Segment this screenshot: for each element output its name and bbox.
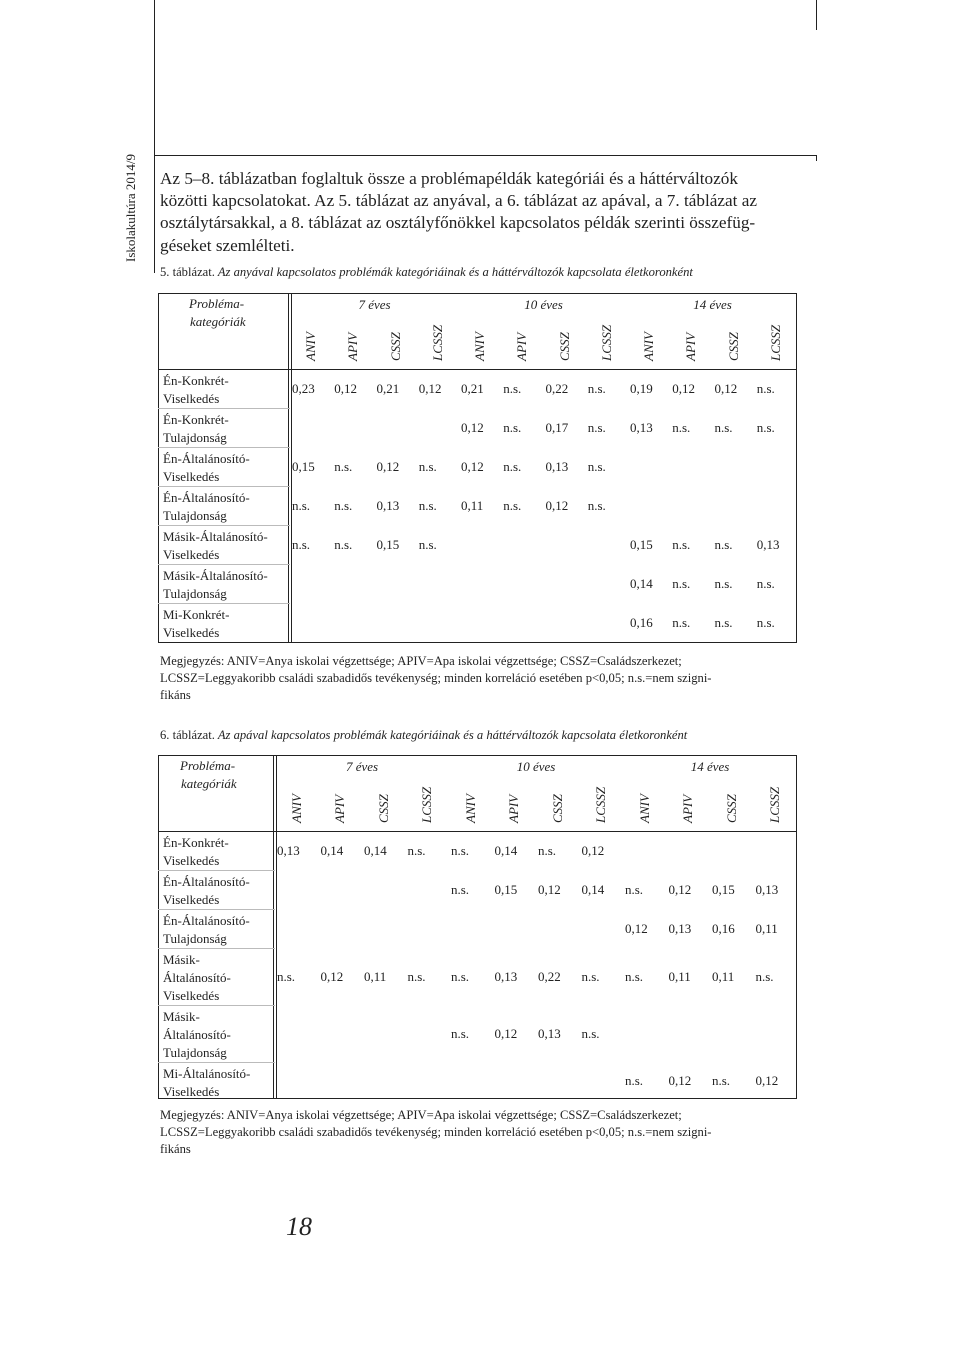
table5-row-label — [163, 411, 229, 447]
table5-row-label — [163, 528, 268, 564]
table5-data-cell: n.s. — [503, 498, 522, 513]
table6-data-cell: 0,15 — [712, 882, 735, 897]
row-label-line: Általánosító- — [163, 970, 231, 985]
table6-data-cell: n.s. — [625, 882, 644, 897]
table6-column-header: LCSSZ — [767, 786, 783, 823]
row-label-line: Én-Konkrét- — [163, 373, 229, 388]
table5-data-cell: n.s. — [672, 420, 691, 435]
table6-data-cell: n.s. — [277, 969, 296, 984]
table5-data-cell: n.s. — [418, 459, 437, 474]
table6-data-cell: n.s. — [407, 843, 426, 858]
table5-data-cell: 0,21 — [461, 381, 484, 396]
table5-column-header: LCSSZ — [429, 324, 445, 361]
table6-data-cell: 0,13 — [277, 843, 300, 858]
table5-data-cell: n.s. — [587, 420, 606, 435]
row-label-line: Tulajdonság — [163, 508, 227, 523]
table6-column-header: LCSSZ — [419, 786, 435, 823]
row-label-line: Viselkedés — [163, 625, 220, 640]
table5-data-cell: n.s. — [756, 420, 775, 435]
row-label-line: Másik-Általánosító- — [163, 568, 268, 583]
table5-row-label — [163, 606, 229, 642]
table5-data-cell: 0,13 — [756, 537, 780, 552]
table5-data-cell: 0,15 — [376, 537, 400, 552]
table6-data-cell: 0,14 — [320, 843, 344, 858]
table6-data-cell: n.s. — [625, 969, 644, 984]
table6-data-cell: 0,12 — [494, 1026, 518, 1041]
table5-data-cell: 0,15 — [630, 537, 653, 552]
table6-column-header: LCSSZ — [593, 786, 609, 823]
table6-data-cell: 0,11 — [712, 969, 735, 984]
table5-data-cell: 0,13 — [630, 420, 653, 435]
table5-data-cell: n.s. — [756, 615, 775, 630]
row-label-line: Viselkedés — [163, 988, 220, 1003]
table5-data-cell: 0,22 — [545, 381, 569, 396]
table6-data-cell: n.s. — [581, 969, 600, 984]
table5-data-cell: 0,23 — [292, 381, 315, 396]
table6-data-cell: 0,12 — [755, 1073, 779, 1088]
row-label-line: Általánosító- — [163, 1027, 231, 1042]
table6-data-cell: 0,14 — [494, 843, 518, 858]
table5-row-label — [163, 450, 250, 486]
row-label-line: Viselkedés — [163, 892, 220, 907]
page-number: 18 — [286, 1212, 312, 1241]
row-label-line: Én-Általánosító- — [163, 913, 250, 928]
table6-column-header: CSSZ — [375, 794, 391, 823]
table6-column-header: ANIV — [288, 794, 304, 823]
table6-data-cell: 0,12 — [668, 882, 692, 897]
table5-data-cell: n.s. — [418, 498, 437, 513]
row-label-line: Másik-Általánosító- — [163, 529, 268, 544]
row-label-line: Mi-Általánosító- — [163, 1066, 251, 1081]
table6-data-cell: 0,12 — [668, 1073, 692, 1088]
table5-data-cell: n.s. — [672, 615, 691, 630]
header-title-line: kategóriák — [190, 314, 246, 329]
table6-data-cell: 0,11 — [755, 921, 778, 936]
table5-row-label — [163, 567, 268, 603]
table6-row-divider — [158, 909, 275, 910]
table5-row-divider — [158, 564, 290, 565]
table6-data-cell: 0,16 — [712, 921, 735, 936]
table6-data-cell: 0,14 — [581, 882, 605, 897]
row-label-line: Én-Konkrét- — [163, 412, 229, 427]
table6-data-cell: 0,22 — [538, 969, 561, 984]
table5-caption — [160, 265, 693, 280]
row-label-line: Én-Általánosító- — [163, 451, 250, 466]
table6-data-cell: n.s. — [451, 843, 470, 858]
table5-column-header: CSSZ — [387, 332, 403, 361]
table5-group-label: 14 éves — [693, 297, 732, 312]
table5-data-cell: 0,15 — [292, 459, 315, 474]
table6-data-cell: 0,12 — [625, 921, 648, 936]
row-label-line: Viselkedés — [163, 391, 220, 406]
table5-data-cell: 0,19 — [630, 381, 653, 396]
table5-data-cell: 0,12 — [334, 381, 357, 396]
row-label-line: Viselkedés — [163, 547, 220, 562]
table6-caption-text: Az apával kapcsolatos problémák kategóriáinak és a háttérváltozók kapcsolata életkoronként — [214, 728, 688, 742]
table5-row-divider — [158, 408, 290, 409]
table6-column-header: ANIV — [462, 794, 478, 823]
table5-header-title — [189, 295, 246, 331]
table5-data-cell: n.s. — [292, 537, 311, 552]
row-label-line: Tulajdonság — [163, 1045, 227, 1060]
table6-data-cell: 0,12 — [581, 843, 605, 858]
table5-data-cell: n.s. — [672, 576, 691, 591]
table6-row-label — [163, 1008, 231, 1062]
table6-data-cell: 0,14 — [364, 843, 387, 858]
table6-data-cell: n.s. — [755, 969, 774, 984]
row-label-line: Tulajdonság — [163, 586, 227, 601]
table5-data-cell: n.s. — [503, 420, 522, 435]
table5-data-cell: 0,12 — [672, 381, 695, 396]
note-line: LCSSZ=Leggyakoribb családi szabadidős tevékenység; minden korreláció esetében p<0,05; n.s.=nem szigni- — [160, 671, 712, 685]
right-rule-vertical-lower — [816, 155, 817, 161]
table6-caption — [160, 728, 687, 743]
table5-note — [160, 653, 800, 704]
table5-data-cell: 0,12 — [461, 459, 484, 474]
margin-rule-vertical — [154, 0, 155, 273]
table5-column-header: CSSZ — [725, 332, 741, 361]
table6-column-header: ANIV — [636, 794, 652, 823]
table6-row-label — [163, 1065, 250, 1101]
table6-data-cell: 0,12 — [538, 882, 561, 897]
note-line: Megjegyzés: ANIV=Anya iskolai végzettsége; APIV=Apa iskolai végzettsége; CSSZ=Családszerkezet; — [160, 1108, 682, 1122]
table5-caption-text: Az anyával kapcsolatos problémák kategóriáinak és a háttérváltozók kapcsolata életkoronként — [214, 265, 693, 279]
table5-data-cell: 0,11 — [461, 498, 484, 513]
table5-column-header: ANIV — [641, 332, 657, 361]
row-label-line: Viselkedés — [163, 1084, 220, 1099]
table6-row-label — [163, 951, 231, 1005]
table6-row-divider — [158, 1062, 275, 1063]
row-label-line: Mi-Konkrét- — [163, 607, 230, 622]
intro-line: osztálytársakkal, a 8. táblázat az osztályfőnökkel kapcsolatos példák szerinti összefüg- — [160, 213, 756, 233]
table6-data-cell: n.s. — [451, 969, 470, 984]
table5-column-header: APIV — [514, 332, 530, 361]
table5-caption-label: 5. táblázat. — [160, 265, 215, 279]
table6-note — [160, 1107, 800, 1158]
table6-row-label — [163, 873, 250, 909]
table6-data-cell: n.s. — [712, 1073, 731, 1088]
table6-data-cell: n.s. — [538, 843, 557, 858]
table5-data-cell: n.s. — [714, 615, 733, 630]
table5-data-cell: n.s. — [714, 537, 733, 552]
table6-row-divider — [158, 1005, 275, 1006]
row-label-line: Én-Konkrét- — [163, 835, 229, 850]
table6-data-cell: 0,11 — [668, 969, 691, 984]
intro-paragraph — [160, 168, 815, 257]
row-label-line: Tulajdonság — [163, 430, 227, 445]
table5-column-header: LCSSZ — [767, 324, 783, 361]
table6-data-cell: 0,13 — [668, 921, 692, 936]
table5-group-label: 7 éves — [358, 297, 391, 312]
table5-column-header: LCSSZ — [598, 324, 614, 361]
table6-data-cell: n.s. — [451, 882, 470, 897]
table5-data-cell: n.s. — [334, 459, 353, 474]
table5-data-cell: n.s. — [587, 459, 606, 474]
table6-group-label: 14 éves — [690, 759, 730, 774]
table6-data-cell: 0,11 — [364, 969, 387, 984]
table6-row-divider — [158, 870, 275, 871]
table6-data-cell: 0,13 — [494, 969, 518, 984]
table6-column-header: APIV — [680, 794, 696, 823]
table5-data-cell: 0,21 — [376, 381, 400, 396]
table5-data-cell: 0,13 — [376, 498, 400, 513]
header-title-line: Probléma- — [180, 758, 236, 773]
row-label-line: Én-Általánosító- — [163, 490, 250, 505]
table5-data-cell: 0,12 — [376, 459, 400, 474]
table6-data-cell: n.s. — [625, 1073, 644, 1088]
table5-data-cell: n.s. — [334, 498, 353, 513]
table5-row-label — [163, 489, 250, 525]
table5-data-cell: 0,12 — [714, 381, 738, 396]
intro-line: géseket szemlélteti. — [160, 235, 295, 255]
table5-data-cell: n.s. — [756, 381, 775, 396]
note-line: fikáns — [160, 1142, 191, 1156]
table5-group-label: 10 éves — [524, 297, 563, 312]
row-label-line: Tulajdonság — [163, 931, 227, 946]
table6-row-divider — [158, 948, 275, 949]
journal-label: Iskolakultúra 2014/9 — [123, 154, 138, 262]
table6-column-header: APIV — [506, 794, 522, 823]
table5-data-cell: 0,13 — [545, 459, 569, 474]
table6-data-cell: 0,13 — [755, 882, 779, 897]
table5-data-cell: n.s. — [334, 537, 353, 552]
table5-column-header: CSSZ — [556, 332, 572, 361]
row-label-line: Másik- — [163, 1009, 200, 1024]
table6-data-cell: 0,15 — [494, 882, 518, 897]
intro-line: Az 5–8. táblázatban foglaltuk össze a problémapéldák kategóriái és a háttérváltozók — [160, 169, 738, 188]
header-title-line: kategóriák — [181, 776, 237, 791]
table6-column-header: CSSZ — [723, 794, 739, 823]
table5-row-divider — [158, 447, 290, 448]
note-line: Megjegyzés: ANIV=Anya iskolai végzettsége; APIV=Apa iskolai végzettsége; CSSZ=Családszerkezet; — [160, 654, 682, 668]
table6-caption-label: 6. táblázat. — [160, 728, 215, 742]
table6-data-cell: 0,12 — [320, 969, 344, 984]
table5-column-header: ANIV — [472, 332, 488, 361]
row-label-line: Viselkedés — [163, 469, 220, 484]
table5-data-cell: n.s. — [418, 537, 437, 552]
table5-data-cell: 0,12 — [418, 381, 442, 396]
table6-data-cell: 0,13 — [538, 1026, 561, 1041]
table6-row-label — [163, 912, 250, 948]
table5-data-cell: 0,16 — [630, 615, 653, 630]
table5-data-cell: n.s. — [714, 576, 733, 591]
table5-row-label — [163, 372, 229, 408]
note-line: fikáns — [160, 688, 191, 702]
table6-group-label: 7 éves — [345, 759, 379, 774]
row-label-line: Másik- — [163, 952, 200, 967]
table5-column-header: APIV — [345, 332, 361, 361]
table6-data-cell: n.s. — [407, 969, 426, 984]
table5-data-cell: n.s. — [672, 537, 691, 552]
table6-body-data-box — [273, 831, 797, 1099]
table5-column-header: APIV — [683, 332, 699, 361]
table5-row-divider — [158, 486, 290, 487]
table5-data-cell: n.s. — [292, 498, 311, 513]
header-title-line: Probléma- — [189, 296, 245, 311]
table6-data-cell: n.s. — [451, 1026, 470, 1041]
row-label-line: Én-Általánosító- — [163, 874, 250, 889]
table6-data-cell: n.s. — [581, 1026, 600, 1041]
table5-data-cell: 0,12 — [461, 420, 484, 435]
table6-row-label — [163, 834, 229, 870]
header-rule — [154, 155, 817, 156]
table5-data-cell: n.s. — [587, 498, 606, 513]
table5-data-cell: n.s. — [756, 576, 775, 591]
table5-body-data-box — [288, 369, 797, 643]
row-label-line: Viselkedés — [163, 853, 220, 868]
right-rule-vertical — [816, 0, 817, 30]
table5-data-cell: 0,17 — [545, 420, 569, 435]
table5-data-cell: n.s. — [503, 459, 522, 474]
table5-data-cell: n.s. — [503, 381, 522, 396]
table6-group-label: 10 éves — [516, 759, 556, 774]
table5-data-cell: n.s. — [714, 420, 733, 435]
table5-data-cell: n.s. — [587, 381, 606, 396]
table5-column-header: ANIV — [303, 332, 319, 361]
table5-row-divider — [158, 603, 290, 604]
table6-column-header: CSSZ — [549, 794, 565, 823]
intro-line: közötti kapcsolatokat. Az 5. táblázat az anyával, a 6. táblázat az apával, a 7. táblázat az — [160, 191, 757, 211]
table6-header-title — [180, 757, 237, 793]
table6-column-header: APIV — [332, 794, 348, 823]
note-line: LCSSZ=Leggyakoribb családi szabadidős tevékenység; minden korreláció esetében p<0,05; n.s.=nem szigni- — [160, 1125, 712, 1139]
table5-data-cell: 0,12 — [545, 498, 569, 513]
table5-data-cell: 0,14 — [630, 576, 653, 591]
table5-row-divider — [158, 525, 290, 526]
